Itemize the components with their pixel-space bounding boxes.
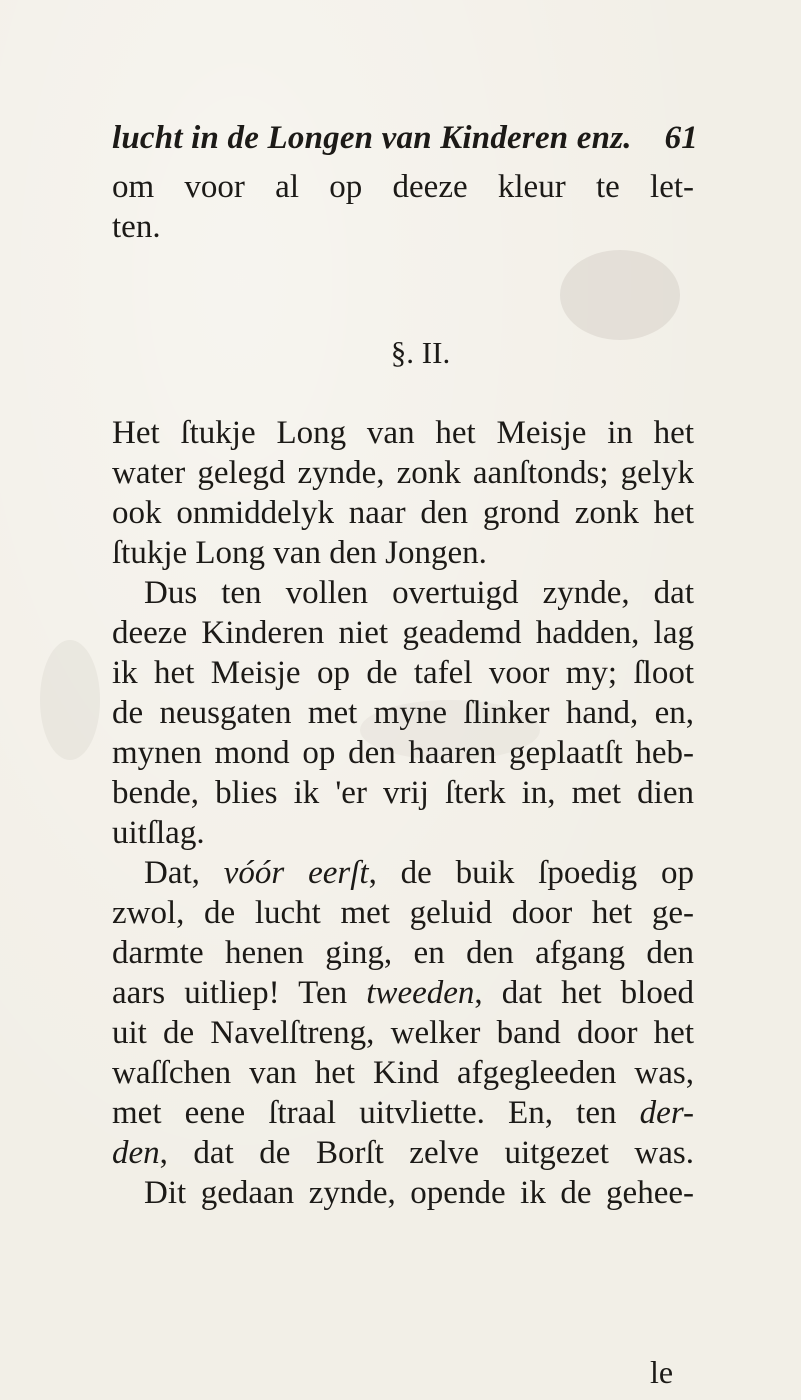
- text-line: de neusgaten met myne ſlinker hand, en,: [112, 695, 694, 731]
- text-run: met eene ſtraal uitvliette. En, ten: [112, 1095, 640, 1131]
- text-line: [112, 853, 694, 893]
- text-run: , dat het bloed: [474, 975, 694, 1011]
- paragraph-3: [112, 853, 694, 1213]
- text-run: Dat,: [144, 855, 224, 891]
- text-line: zwol, de lucht met geluid door het ge-: [112, 895, 694, 931]
- italic-phrase: der-: [639, 1095, 694, 1131]
- text-line: ten.: [112, 209, 161, 245]
- page-number: 61: [664, 120, 698, 156]
- text-line: ook onmiddelyk naar den grond zonk het: [112, 495, 694, 531]
- text-line: ſtukje Long van den Jongen.: [112, 535, 487, 571]
- text-run: , de buik ſpoedig op: [368, 855, 694, 891]
- running-title: lucht in de Longen van Kinderen enz.: [112, 120, 632, 156]
- intro-text: [112, 167, 694, 247]
- text-run: , dat de Borſt zelve uitgezet was.: [159, 1135, 694, 1171]
- text-line: water gelegd zynde, zonk aanſtonds; gelyk: [112, 455, 694, 491]
- italic-phrase: den: [112, 1135, 160, 1171]
- text-line: deeze Kinderen niet geademd hadden, lag: [112, 615, 694, 651]
- text-line: mynen mond op den haaren geplaatſt heb-: [112, 735, 694, 771]
- catchword: le: [650, 1354, 674, 1390]
- section-heading: §. II.: [390, 335, 451, 370]
- text-line: om voor al op deeze kleur te let-: [112, 169, 694, 205]
- text-line: uitſlag.: [112, 815, 205, 851]
- text-line: [112, 1133, 694, 1173]
- paper-stain: [560, 250, 680, 340]
- text-line: ik het Meisje op de tafel voor my; ſloot: [112, 655, 694, 691]
- text-run: aars uitliep! Ten: [112, 975, 367, 1011]
- paragraph-1: [112, 413, 694, 573]
- paragraph-2: [112, 573, 694, 853]
- paper-stain: [40, 640, 100, 760]
- text-line: uit de Navelſtreng, welker band door het: [112, 1015, 694, 1051]
- italic-phrase: tweeden: [366, 975, 475, 1011]
- text-line: bende, blies ik 'er vrij ſterk in, met dien: [112, 775, 694, 811]
- text-line: Dit gedaan zynde, opende ik de gehee-: [144, 1175, 694, 1211]
- running-header: [112, 120, 698, 157]
- text-line: Dus ten vollen overtuigd zynde, dat: [144, 575, 694, 611]
- text-line: waſſchen van het Kind afgegleeden was,: [112, 1055, 694, 1091]
- italic-phrase: vóór eerſt: [223, 855, 369, 891]
- text-line: darmte henen ging, en den afgang den: [112, 935, 694, 971]
- text-line: [112, 1093, 694, 1133]
- text-line: Het ſtukje Long van het Meisje in het: [112, 415, 694, 451]
- text-line: [112, 973, 694, 1013]
